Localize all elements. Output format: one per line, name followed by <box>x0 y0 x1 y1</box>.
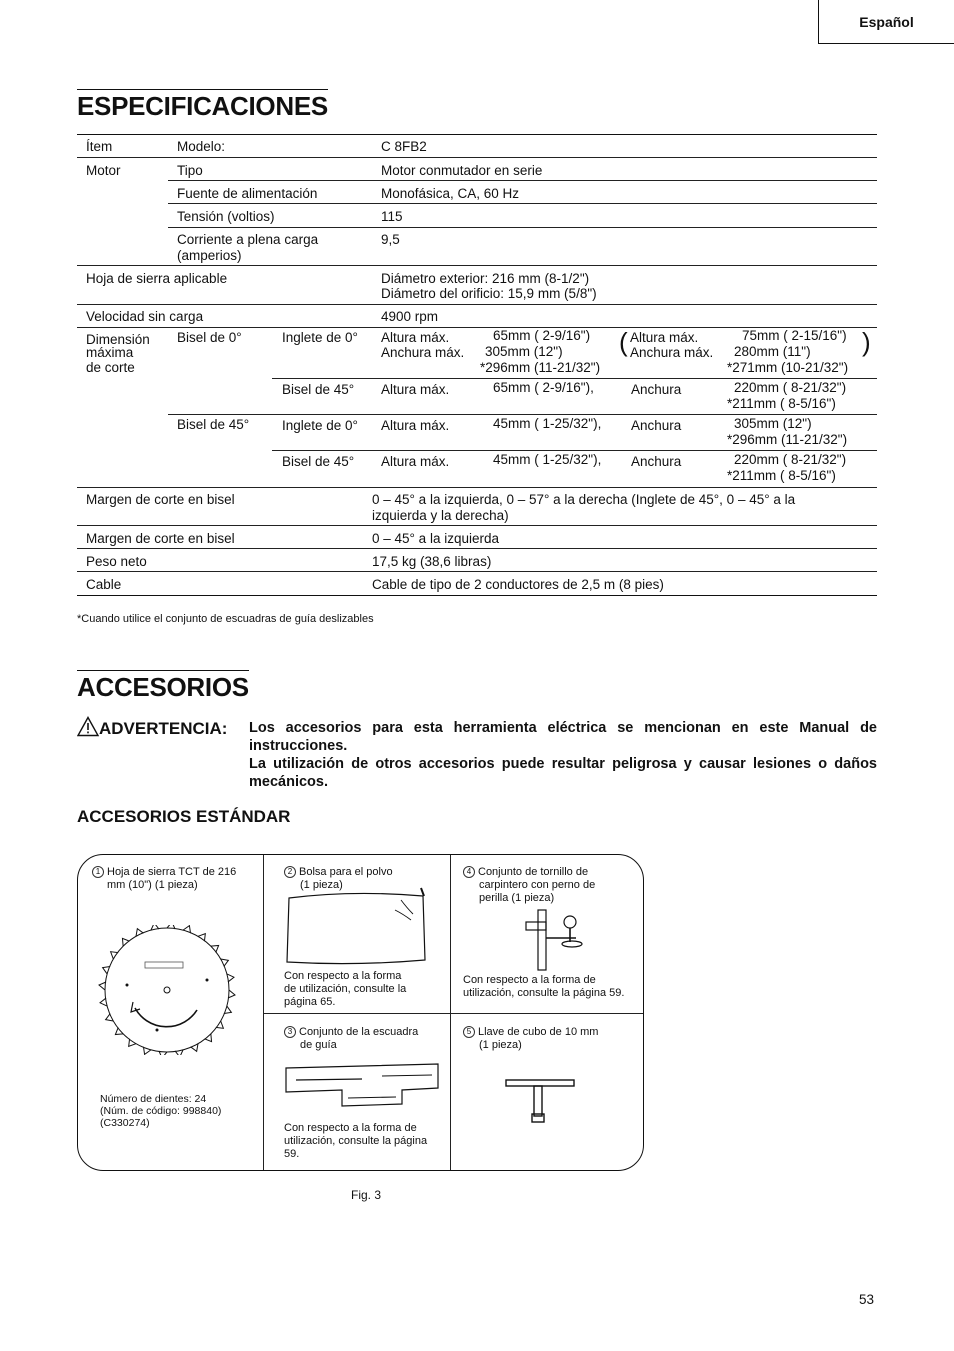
caption-line: Conjunto de la escuadra <box>299 1026 419 1038</box>
cell: Altura máx. <box>381 330 450 345</box>
cell: 45mm ( 1-25/32"), <box>493 452 602 467</box>
cell: 45mm ( 1-25/32"), <box>493 416 602 431</box>
item-number: 2 <box>284 866 296 878</box>
saw-blade-icon <box>97 925 237 1055</box>
section-title-specs: ESPECIFICACIONES <box>77 91 328 121</box>
cell: izquierda y la derecha) <box>372 508 509 523</box>
cell: *296mm (11-21/32") <box>480 360 601 375</box>
cell: Altura máx. <box>630 330 699 345</box>
table-rule <box>168 414 877 415</box>
table-rule <box>168 180 877 181</box>
cell: 9,5 <box>381 232 400 247</box>
table-rule <box>77 525 877 526</box>
std-accessories-title: ACCESORIOS ESTÁNDAR <box>77 807 291 826</box>
cell: 115 <box>381 209 403 224</box>
cell: Cable <box>86 577 122 592</box>
cell: 220mm ( 8-21/32") <box>734 452 847 467</box>
cell: Cable de tipo de 2 conductores de 2,5 m (8 pies) <box>372 577 664 592</box>
caption-line: (C330274) <box>100 1117 150 1129</box>
figure-divider <box>263 1013 643 1014</box>
cell: Tensión (voltios) <box>177 209 275 224</box>
warning-line: instrucciones. <box>249 738 348 754</box>
warning-line: La utilización de otros accesorios puede resultar peligrosa y causar lesiones o daños <box>249 756 877 772</box>
caption-line: carpintero con perno de <box>479 879 596 891</box>
cell: (amperios) <box>177 248 242 263</box>
cell: Monofásica, CA, 60 Hz <box>381 186 520 201</box>
cell: Margen de corte en bisel <box>86 492 235 507</box>
cell: Motor conmutador en serie <box>381 163 543 178</box>
guide-fence-icon <box>282 1060 442 1112</box>
caption-line: Bolsa para el polvo <box>299 866 393 878</box>
cell: Altura máx. <box>381 418 450 433</box>
item-2-notes <box>284 970 406 1009</box>
cell: Diámetro del orificio: 15,9 mm (5/8") <box>381 286 597 301</box>
table-rule <box>77 265 877 266</box>
dust-bag-icon <box>283 886 433 968</box>
item-5-label <box>463 1026 598 1052</box>
cell: Bisel de 0° <box>177 330 242 345</box>
vise-assembly-icon <box>518 908 588 972</box>
caption-line: (Núm. de código: 998840) <box>100 1105 222 1117</box>
cell: Anchura máx. <box>630 345 714 360</box>
cell: Inglete de 0° <box>282 330 358 345</box>
caption-line: Con respecto a la forma <box>284 970 402 982</box>
language-tab <box>818 0 954 44</box>
caption-line: Con respecto a la forma de <box>284 1122 417 1134</box>
caption-line: mm (10") (1 pieza) <box>107 879 198 891</box>
item-3-notes <box>284 1122 427 1161</box>
cell: 280mm (11") <box>734 344 811 359</box>
caption-line: Llave de cubo de 10 mm <box>478 1026 599 1038</box>
cell: 220mm ( 8-21/32") <box>734 380 847 395</box>
table-rule <box>77 134 877 135</box>
cell: Anchura <box>631 382 682 397</box>
cell: Altura máx. <box>381 454 450 469</box>
cell: Bisel de 45° <box>282 454 355 469</box>
cell: 65mm ( 2-9/16") <box>493 328 591 343</box>
cell: máxima <box>86 345 134 360</box>
cell: *271mm (10-21/32") <box>727 360 849 375</box>
table-rule <box>168 203 877 204</box>
cell: C 8FB2 <box>381 139 427 154</box>
bracket-open: ( <box>619 327 628 357</box>
cell: *211mm ( 8-5/16") <box>727 396 836 411</box>
socket-wrench-icon <box>502 1076 578 1126</box>
warning-label <box>77 716 227 739</box>
section-title-accessories: ACCESORIOS <box>77 672 249 702</box>
cell: Tipo <box>177 163 203 178</box>
cell: 305mm (12") <box>485 344 563 359</box>
caption-line: utilización, consulte la página 59. <box>463 987 625 999</box>
item-1-label <box>92 866 236 892</box>
cell: 0 – 45° a la izquierda, 0 – 57° a la derecha (Inglete de 45°, 0 – 45° a la <box>372 492 796 507</box>
cell: *211mm ( 8-5/16") <box>727 468 836 483</box>
table-rule <box>77 157 877 158</box>
cell: Anchura máx. <box>381 345 465 360</box>
cell: Peso neto <box>86 554 147 569</box>
cell: Dimensión <box>86 332 150 347</box>
item-number: 5 <box>463 1026 475 1038</box>
cell: 0 – 45° a la izquierda <box>372 531 499 546</box>
cell: Motor <box>86 163 121 178</box>
caption-line: utilización, consulte la página <box>284 1135 428 1147</box>
table-rule <box>272 378 877 379</box>
caption-line: de guía <box>300 1039 337 1051</box>
cell: *296mm (11-21/32") <box>727 432 848 447</box>
footnote: *Cuando utilice el conjunto de escuadras de guía deslizables <box>77 613 374 625</box>
table-rule <box>77 548 877 549</box>
cell: Inglete de 0° <box>282 418 358 433</box>
cell: Velocidad sin carga <box>86 309 204 324</box>
cell: Hoja de sierra aplicable <box>86 271 228 286</box>
warning-body <box>249 719 877 791</box>
cell: Anchura <box>631 418 682 433</box>
item-number: 4 <box>463 866 475 878</box>
caption-line: (1 pieza) <box>479 1039 522 1051</box>
cell: Diámetro exterior: 216 mm (8-1/2") <box>381 271 590 286</box>
cell: 75mm ( 2-15/16") <box>742 328 847 343</box>
cell: Bisel de 45° <box>282 382 355 397</box>
caption-line: Con respecto a la forma de <box>463 974 596 986</box>
caption-line: (1 pieza) <box>300 879 343 891</box>
caption-line: Conjunto de tornillo de <box>478 866 589 878</box>
caption-line: página 65. <box>284 996 336 1008</box>
item-number: 3 <box>284 1026 296 1038</box>
table-rule <box>77 595 877 596</box>
language-label: Español <box>859 13 914 30</box>
table-rule <box>168 227 877 228</box>
warning-triangle-icon <box>77 716 99 737</box>
cell: Corriente a plena carga <box>177 232 319 247</box>
cell: Bisel de 45° <box>177 417 250 432</box>
cell: Fuente de alimentación <box>177 186 318 201</box>
cell: 305mm (12") <box>734 416 812 431</box>
item-number: 1 <box>92 866 104 878</box>
cell: 65mm ( 2-9/16"), <box>493 380 594 395</box>
caption-line: Número de dientes: 24 <box>100 1093 207 1105</box>
table-rule <box>77 304 877 305</box>
cell: 17,5 kg (38,6 libras) <box>372 554 492 569</box>
bracket-close: ) <box>862 327 871 357</box>
cell: 4900 rpm <box>381 309 439 324</box>
caption-line: de utilización, consulte la <box>284 983 407 995</box>
warning-line: Los accesorios para esta herramienta eléctrica se mencionan en este Manual de <box>249 720 877 736</box>
cell: de corte <box>86 360 135 375</box>
table-rule <box>77 487 877 488</box>
caption-line: perilla (1 pieza) <box>479 892 555 904</box>
item-4-notes <box>463 974 624 1000</box>
warning-text: ADVERTENCIA: <box>99 719 228 738</box>
cell: Anchura <box>631 454 682 469</box>
caption-line: Hoja de sierra TCT de 216 <box>107 866 237 878</box>
page-number: 53 <box>859 1292 875 1307</box>
cell: Altura máx. <box>381 382 450 397</box>
item-1-notes <box>100 1093 221 1129</box>
figure-caption: Fig. 3 <box>351 1188 382 1202</box>
cell: Modelo: <box>177 139 226 154</box>
table-rule <box>272 450 877 451</box>
item-4-label <box>463 866 595 905</box>
cell: Ítem <box>86 139 113 154</box>
warning-line: mecánicos. <box>249 774 328 790</box>
caption-line: 59. <box>284 1148 300 1160</box>
item-3-label <box>284 1026 418 1052</box>
table-rule <box>77 571 877 572</box>
cell: Margen de corte en bisel <box>86 531 235 546</box>
